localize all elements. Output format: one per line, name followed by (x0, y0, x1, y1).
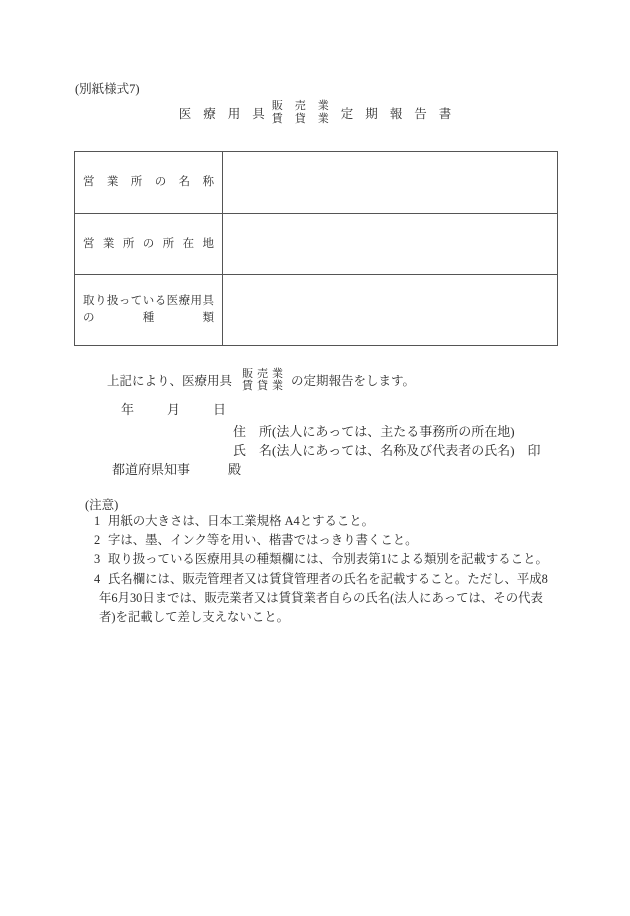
note-item-1 (94, 512, 558, 531)
report-table (74, 151, 558, 346)
title-segment-2: 定期報告書 (340, 106, 464, 121)
office-address-label-cell (75, 213, 223, 274)
office-name-label-cell (75, 152, 223, 213)
submitter-address-line: 住 所(法人にあっては、主たる事務所の所在地) (233, 424, 515, 439)
office-address-value-cell (223, 213, 557, 274)
submitter-name-text: 氏 名(法人にあっては、名称及び代表者の氏名) (233, 443, 515, 458)
title-fraction-bottom: 賃貸業 (271, 112, 341, 125)
addressee-honorific: 殿 (228, 462, 242, 477)
notes-heading: (注意) (85, 498, 119, 512)
addressee-label: 都道府県知事 (112, 462, 191, 477)
note-item-3 (94, 550, 558, 569)
note-text-3: 取り扱っている医療用具の種類欄には、令別表第1による類別を記載すること。 (108, 552, 548, 567)
note-number-1: 1 (94, 514, 101, 528)
title-fraction-top: 販売業 (271, 100, 341, 112)
note-text-1: 用紙の大きさは、日本工業規格 A4とすること。 (108, 514, 375, 528)
note-item-4 (94, 570, 558, 628)
note-number-3: 3 (94, 552, 101, 567)
device-types-value-cell (223, 274, 557, 345)
office-address-label: 営業所の所在地 (83, 237, 214, 250)
date-line (121, 399, 226, 418)
declaration-line (107, 368, 415, 392)
note-number-4: 4 (94, 571, 101, 586)
device-types-label-line2: の種類 (83, 312, 214, 324)
year-label: 年 (121, 402, 135, 417)
note-text-4: 氏名欄には、販売管理者又は賃貸管理者の氏名を記載すること。ただし、平成8年6月30日までは、販売業者又は賃貸業者自らの氏名(法人にあっては、その代表者)を記載して差し支えないこと。 (99, 571, 548, 625)
note-number-2: 2 (94, 533, 101, 548)
device-types-label-line1: 取り扱っている医療用具 (83, 295, 214, 307)
declaration-fraction-top: 販売業 (242, 368, 288, 380)
declaration-suffix: の定期報告をします。 (291, 374, 416, 388)
seal-mark: 印 (527, 443, 541, 458)
title-business-type-fraction (272, 100, 341, 125)
notes-list (94, 512, 558, 627)
submitter-name-line (233, 440, 541, 459)
declaration-fraction-bottom: 賃貸業 (242, 380, 288, 392)
office-name-label: 営業所の名称 (83, 176, 214, 188)
month-label: 月 (167, 402, 181, 417)
declaration-prefix: 上記により、医療用具 (107, 374, 233, 388)
device-types-label-cell (75, 274, 223, 345)
day-label: 日 (213, 402, 227, 417)
declaration-business-type-fraction (242, 368, 287, 392)
title-segment-1: 医療用具 (178, 106, 277, 121)
office-name-value-cell (223, 152, 557, 213)
note-item-2 (94, 531, 558, 550)
note-text-2: 字は、墨、インク等を用い、楷書ではっきり書くこと。 (108, 533, 418, 548)
addressee-line (112, 459, 241, 478)
form-number: (別紙様式7) (75, 82, 140, 96)
form-title (0, 100, 630, 125)
